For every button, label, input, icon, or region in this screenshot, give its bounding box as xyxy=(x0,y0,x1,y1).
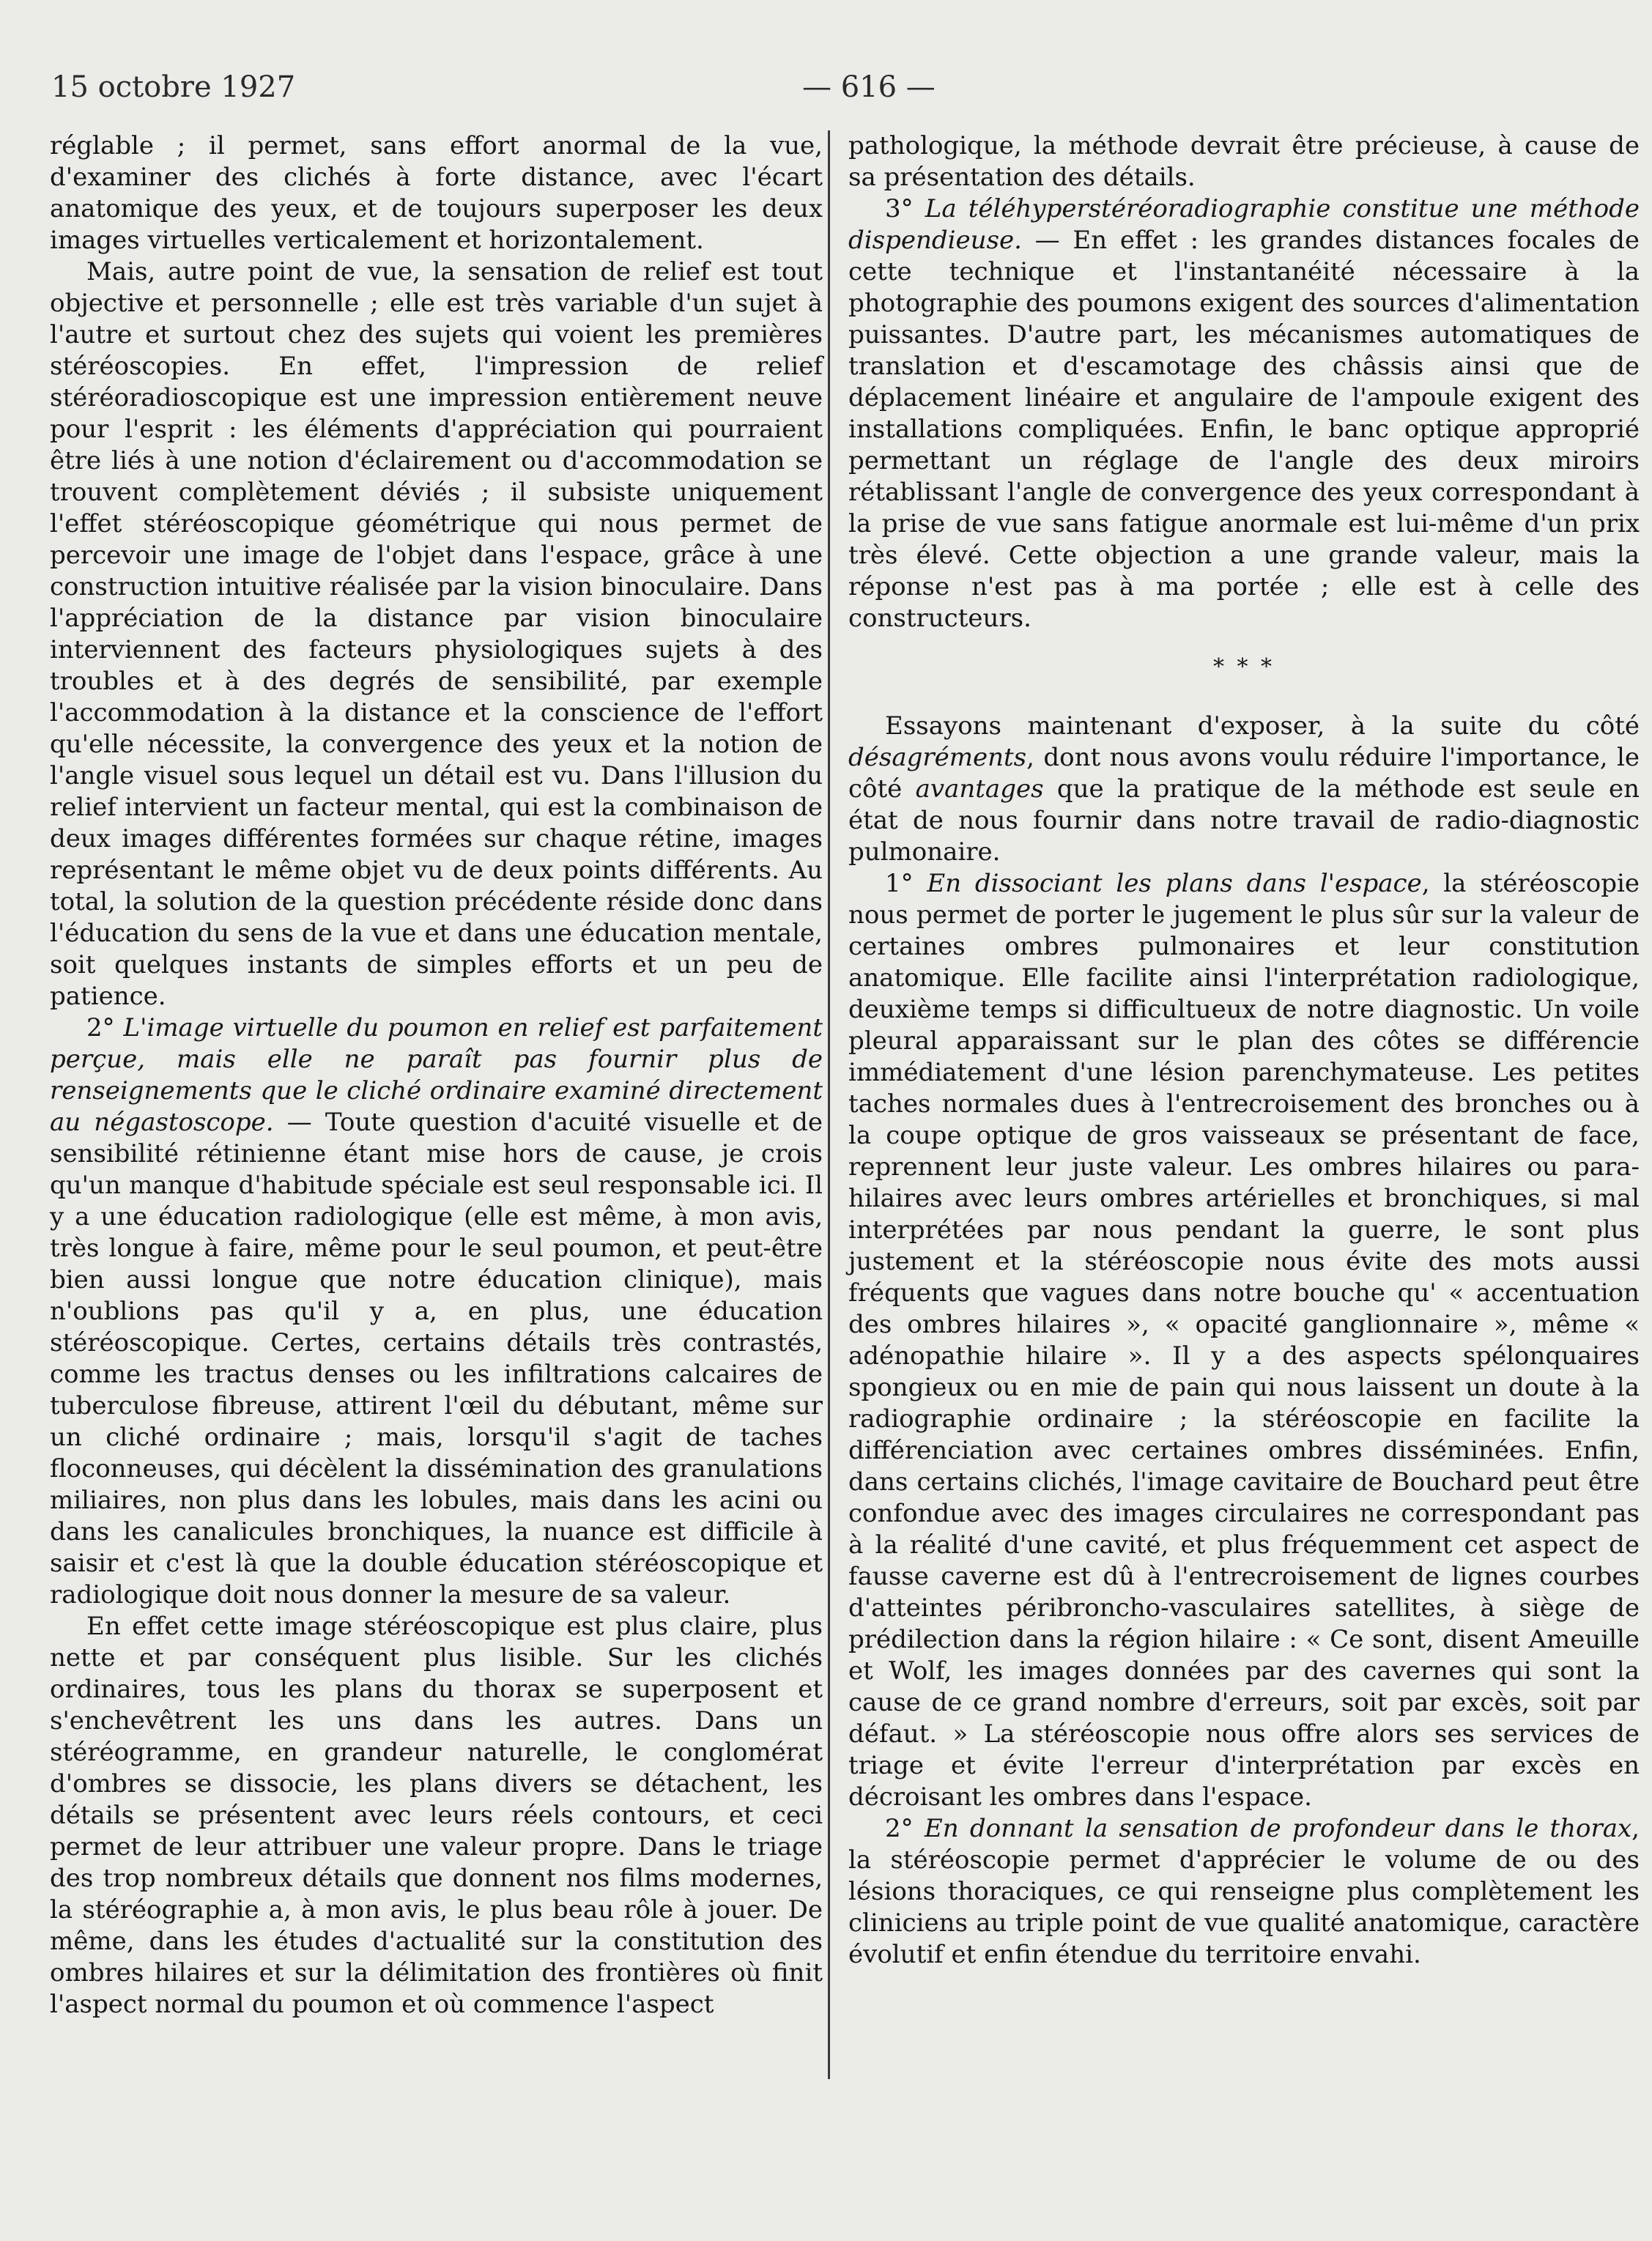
italic-heading: L'image virtuelle du poumon en relief est parfaitement perçue, mais elle ne paraît pas fournir plus de renseignements que le cliché ordinaire examiné directement au négastoscope. xyxy=(50,1013,823,1137)
section-separator: * * * xyxy=(1212,654,1275,680)
paragraph xyxy=(848,193,1640,634)
paragraph-text: — Toute question d'acuité visuelle et de sensibilité rétinienne étant mise hors de cause, je crois qu'un manque d'habitude spéciale est seul responsable ici. Il y a une éducation radiologique (elle est même, à mon avis, très longue à faire, même pour le seul poumon, et peut-être bien aussi longue que notre éducation clinique), mais n'oublions pas qu'il y a, en plus, une éducation stéréoscopique. Certes, certains détails très contrastés, comme les tractus denses ou les infiltrations calcaires de tuberculose fibreuse, attirent l'œil du débutant, même sur un cliché ordinaire ; mais, lorsqu'il s'agit de taches floconneuses, qui décèlent la dissémination des granulations miliaires, non plus dans les lobules, mais dans les acini ou dans les canalicules bronchiques, la nuance est difficile à saisir et c'est là que la double éducation stéréoscopique et radiologique doit nous donner la mesure de sa valeur. xyxy=(50,1108,823,1610)
paragraph: En effet cette image stéréoscopique est plus claire, plus nette et par conséquent plus lisible. Sur les clichés ordinaires, tous les plans du thorax se superposent et s'enchevêtrent les uns dans les autres. Dans un stéréogramme, en grandeur naturelle, le conglomérat d'ombres se dissocie, les plans divers se détachent, les détails se présentent avec leurs réels contours, et ceci permet de leur attribuer une valeur propre. Dans le triage des trop nombreux détails que donnent nos films modernes, la stéréographie a, à mon avis, le plus beau rôle à jouer. De même, dans les études d'actualité sur la constitution des ombres hilaires et sur la délimitation des frontières où finit l'aspect normal du poumon et où commence l'aspect xyxy=(50,1612,823,2019)
paragraph xyxy=(50,1012,823,1611)
page-number: — 616 — xyxy=(802,70,936,104)
paragraph-text: , la stéréoscopie permet d'apprécier le volume de ou des lésions thoraciques, ce qui renseigne plus complètement les cliniciens au triple point de vue qualité anatomique, caractère évolutif et enfin étendue du territoire envahi. xyxy=(848,1814,1640,1969)
paragraph xyxy=(848,711,1640,868)
paragraph: pathologique, la méthode devrait être précieuse, à cause de sa présentation des détails. xyxy=(848,131,1640,192)
paragraph xyxy=(848,868,1640,1813)
italic-term: désagréments xyxy=(848,743,1027,772)
left-column xyxy=(50,130,823,2020)
item-number: 1° xyxy=(885,869,927,898)
italic-heading: En donnant la sensation de profondeur dans le thorax xyxy=(924,1814,1632,1843)
column-divider xyxy=(828,130,830,2079)
paragraph-text: , dont nous avons voulu réduire l'importance, le côté xyxy=(848,743,1640,804)
paragraph-text: Essayons maintenant d'exposer, à la suite du côté xyxy=(885,711,1640,741)
italic-heading: En dissociant les plans dans l'espace xyxy=(927,869,1422,898)
italic-heading: La téléhyperstéréoradiographie constitue une méthode dispendieuse. xyxy=(848,194,1640,255)
page-header xyxy=(51,70,1601,114)
paragraph xyxy=(848,1813,1640,1971)
paragraph-text: , la stéréoscopie nous permet de porter le jugement le plus sûr sur la valeur de certaines ombres pulmonaires et leur constitution anatomique. Elle facilite ainsi l'interprétation radiologique, deuxième temps si difficultueux de notre diagnostic. Un voile pleural apparaissant sur le plan des côtes se différencie immédiatement d'une lésion parenchymateuse. Les petites taches normales dues à l'entrecroisement des bronches ou à la coupe optique de gros vaisseaux se présentant de face, reprennent leur juste valeur. Les ombres hilaires ou para-hilaires avec leurs ombres artérielles et bronchiques, si mal interprétées par nous pendant la guerre, le sont plus justement et la stéréoscopie nous évite des mots aussi fréquents que vagues dans notre bouche qu' « accentuation des ombres hilaires », « opacité ganglionnaire », même « adénopathie hilaire ». Il y a des aspects spélonquaires spongieux ou en mie de pain qui nous laissent un doute à la radiographie ordinaire ; la stéréoscopie en facilite la différenciation avec certaines ombres disséminées. Enfin, dans certains clichés, l'image cavitaire de Bouchard peut être confondue avec des images circulaires ne correspondant pas à la réalité d'une cavité, et plus fréquemment cet aspect de fausse caverne est dû à l'entrecroisement de lignes courbes d'atteintes péribroncho-vasculaires satellites, à siège de prédilection dans la région hilaire : « Ce sont, disent Ameuille et Wolf, les images données par des cavernes qui sont la cause de ce grand nombre d'erreurs, soit par excès, soit par défaut. » La stéréoscopie nous offre alors ses services de triage et évite l'erreur d'interprétation par excès en décroisant les ombres dans l'espace. xyxy=(848,869,1640,1812)
item-number: 2° xyxy=(86,1013,124,1042)
italic-term: avantages xyxy=(915,774,1044,804)
item-number: 3° xyxy=(885,194,925,223)
right-column xyxy=(848,130,1640,1971)
paragraph-text: — En effet : les grandes distances focales de cette technique et l'instantanéité nécessaire à la photographie des poumons exigent des sources d'alimentation puissantes. D'autre part, les mécanismes automatiques de translation et d'escamotage des châssis ainsi que de déplacement linéaire et angulaire de l'ampoule exigent des installations compliquées. Enfin, le banc optique approprié permettant un réglage de l'angle des deux miroirs rétablissant l'angle de convergence des yeux correspondant à la prise de vue sans fatigue anormale est lui-même d'un prix très élevé. Cette objection a une grande valeur, mais la réponse n'est pas à ma portée ; elle est à celle des constructeurs. xyxy=(848,226,1640,633)
paragraph: réglable ; il permet, sans effort anormal de la vue, d'examiner des clichés à forte distance, avec l'écart anatomique des yeux, et de toujours superposer les deux images virtuelles verticalement et horizontalement. xyxy=(50,131,823,255)
paragraph-text: que la pratique de la méthode est seule en état de nous fournir dans notre travail de radio-diagnostic pulmonaire. xyxy=(848,774,1640,867)
issue-date: 15 octobre 1927 xyxy=(51,70,296,104)
paragraph: Mais, autre point de vue, la sensation de relief est tout objective et personnelle ; elle est très variable d'un sujet à l'autre et surtout chez des sujets qui voient les premières stéréoscopies. En effet, l'impression de relief stéréoradioscopique est une impression entièrement neuve pour l'esprit : les éléments d'appréciation qui pourraient être liés à une notion d'éclairement ou d'accommodation se trouvent complètement déviés ; il subsiste uniquement l'effet stéréoscopique géométrique qui nous permet de percevoir une image de l'objet dans l'espace, grâce à une construction intuitive réalisée par la vision binoculaire. Dans l'appréciation de la distance par vision binoculaire interviennent des facteurs physiologiques sujets à des troubles et à des degrés de sensibilité, par exemple l'accommodation à la distance et la conscience de l'effort qu'elle nécessite, la convergence des yeux et la notion de l'angle visuel sous lequel un détail est vu. Dans l'illusion du relief intervient un facteur mental, qui est la combinaison de deux images différentes formées sur chaque rétine, images représentant le même objet vu de deux points différents. Au total, la solution de la question précédente réside donc dans l'éducation du sens de la vue et dans une éducation mentale, soit quelques instants de simples efforts et un peu de patience. xyxy=(50,257,823,1011)
item-number: 2° xyxy=(885,1814,925,1843)
